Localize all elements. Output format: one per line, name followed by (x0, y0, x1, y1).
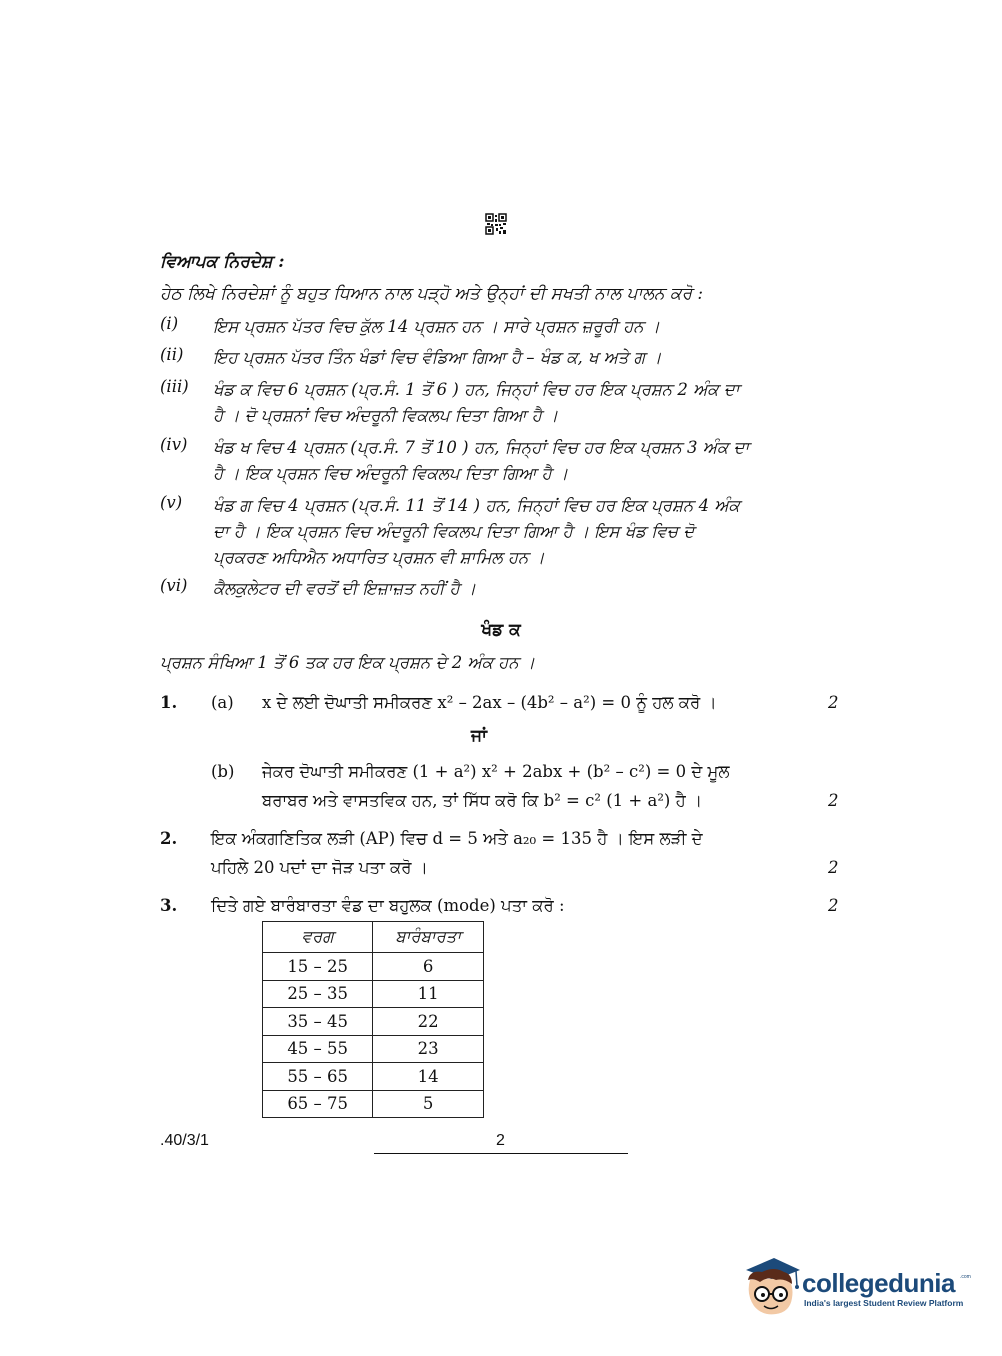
instruction-number: (iv) (160, 435, 188, 454)
table-row (263, 1008, 484, 1036)
frequency-cell: 23 (373, 1035, 484, 1063)
instruction-item (160, 493, 820, 571)
question-marks: 2 (828, 791, 839, 810)
class-interval-cell: 25 – 35 (263, 980, 373, 1008)
instruction-number: (iii) (160, 377, 189, 396)
question-text: ਜੇਕਰ ਦੋਘਾਤੀ ਸਮੀਕਰਣ (1 + a²) x² + 2abx + (b² – c²) = 0 ਦੇ ਮੂਲ (262, 762, 730, 781)
question-number: 1. (160, 693, 178, 712)
column-header-class: ਵਰਗ (263, 922, 373, 953)
instruction-text: ਖੰਡ ਕ ਵਿਚ 6 ਪ੍ਰਸ਼ਨ (ਪ੍ਰ.ਸੰ. 1 ਤੋਂ 6 ) ਹਨ, ਜਿਨ੍ਹਾਂ ਵਿਚ ਹਰ ਇਕ ਪ੍ਰਸ਼ਨ 2 ਅੰਕ ਦਾ (213, 380, 740, 399)
class-interval-cell: 45 – 55 (263, 1035, 373, 1063)
or-separator: ਜਾਂ (471, 726, 487, 746)
paper-code: .40/3/1 (160, 1132, 209, 1149)
instructions-heading: ਵਿਆਪਕ ਨਿਰਦੇਸ਼ : (160, 252, 285, 272)
instruction-text: ਪ੍ਰਕਰਣ ਅਧਿਐਨ ਅਧਾਰਿਤ ਪ੍ਰਸ਼ਨ ਵੀ ਸ਼ਾਮਿਲ ਹਨ । (213, 548, 545, 567)
brand-tagline: India's largest Student Review Platform (804, 1298, 964, 1308)
qr-code-icon (485, 213, 507, 235)
question-marks: 2 (828, 896, 839, 915)
class-interval-cell: 65 – 75 (263, 1090, 373, 1118)
frequency-table (262, 921, 484, 1118)
collegedunia-logo (740, 1256, 970, 1326)
instruction-item (160, 345, 820, 371)
instruction-text: ਇਹ ਪ੍ਰਸ਼ਨ ਪੱਤਰ ਤਿੰਨ ਖੰਡਾਂ ਵਿਚ ਵੰਡਿਆ ਗਿਆ ਹੈ – ਖੰਡ ਕ, ਖ ਅਤੇ ਗ । (213, 348, 662, 367)
column-header-frequency: ਬਾਰੰਬਾਰਤਾ (373, 922, 484, 953)
instruction-text: ਦਾ ਹੈ । ਇਕ ਪ੍ਰਸ਼ਨ ਵਿਚ ਅੰਦਰੂਨੀ ਵਿਕਲਪ ਦਿਤਾ ਗਿਆ ਹੈ । ਇਸ ਖੰਡ ਵਿਚ ਦੋ (213, 522, 695, 541)
instruction-text: ਹੈ । ਇਕ ਪ੍ਰਸ਼ਨ ਵਿਚ ਅੰਦਰੂਨੀ ਵਿਕਲਪ ਦਿਤਾ ਗਿਆ ਹੈ । (213, 464, 569, 483)
question-number: 2. (160, 829, 178, 848)
table-row (263, 980, 484, 1008)
class-interval-cell: 55 – 65 (263, 1063, 373, 1091)
question-text: x ਦੇ ਲਈ ਦੋਘਾਤੀ ਸਮੀਕਰਣ x² – 2ax – (4b² – a²) = 0 ਨੂੰ ਹਲ ਕਰੋ । (262, 693, 717, 712)
instruction-text: ਕੈਲਕੁਲੇਟਰ ਦੀ ਵਰਤੋਂ ਦੀ ਇਜ਼ਾਜ਼ਤ ਨਹੀਂ ਹੈ । (213, 579, 477, 598)
frequency-cell: 22 (373, 1008, 484, 1036)
frequency-cell: 14 (373, 1063, 484, 1091)
question-marks: 2 (828, 693, 839, 712)
instruction-item (160, 377, 820, 429)
table-row (263, 953, 484, 981)
instruction-number: (vi) (160, 576, 188, 595)
instruction-number: (v) (160, 493, 183, 512)
question-marks: 2 (828, 858, 839, 877)
frequency-cell: 11 (373, 980, 484, 1008)
footer-rule (374, 1153, 628, 1154)
brand-name: collegedunia (802, 1268, 955, 1298)
table-row (263, 1090, 484, 1118)
table-row (263, 1035, 484, 1063)
instruction-item (160, 576, 820, 602)
question-text: ਦਿਤੇ ਗਏ ਬਾਰੰਬਾਰਤਾ ਵੰਡ ਦਾ ਬਹੁਲਕ (mode) ਪਤਾ ਕਰੋ : (211, 896, 565, 915)
table-header-row (263, 922, 484, 953)
instruction-text: ਖੰਡ ਖ ਵਿਚ 4 ਪ੍ਰਸ਼ਨ (ਪ੍ਰ.ਸੰ. 7 ਤੋਂ 10 ) ਹਨ, ਜਿਨ੍ਹਾਂ ਵਿਚ ਹਰ ਇਕ ਪ੍ਰਸ਼ਨ 3 ਅੰਕ ਦਾ (213, 438, 750, 457)
frequency-cell: 6 (373, 953, 484, 981)
frequency-cell: 5 (373, 1090, 484, 1118)
question-text: ਬਰਾਬਰ ਅਤੇ ਵਾਸਤਵਿਕ ਹਨ, ਤਾਂ ਸਿੱਧ ਕਰੋ ਕਿ b² = c² (1 + a²) ਹੈ । (262, 791, 703, 810)
mascot-icon (740, 1256, 804, 1322)
question-part-label: (a) (211, 693, 234, 712)
instruction-item (160, 314, 820, 340)
instructions-lead: ਹੇਠ ਲਿਖੇ ਨਿਰਦੇਸ਼ਾਂ ਨੂੰ ਬਹੁਤ ਧਿਆਨ ਨਾਲ ਪੜ੍ਹੋ ਅਤੇ ਉਨ੍ਹਾਂ ਦੀ ਸਖਤੀ ਨਾਲ ਪਾਲਨ ਕਰੋ : (160, 284, 704, 304)
section-title: ਖੰਡ ਕ (481, 620, 521, 640)
instruction-text: ਖੰਡ ਗ ਵਿਚ 4 ਪ੍ਰਸ਼ਨ (ਪ੍ਰ.ਸੰ. 11 ਤੋਂ 14 ) ਹਨ, ਜਿਨ੍ਹਾਂ ਵਿਚ ਹਰ ਇਕ ਪ੍ਰਸ਼ਨ 4 ਅੰਕ (213, 496, 740, 515)
question-part-label: (b) (211, 762, 235, 781)
question-text: ਇਕ ਅੰਕਗਣਿਤਿਕ ਲੜੀ (AP) ਵਿਚ d = 5 ਅਤੇ a₂₀ = 135 ਹੈ । ਇਸ ਲੜੀ ਦੇ (211, 829, 703, 848)
question-text: ਪਹਿਲੇ 20 ਪਦਾਂ ਦਾ ਜੋੜ ਪਤਾ ਕਰੋ । (211, 858, 428, 877)
class-interval-cell: 35 – 45 (263, 1008, 373, 1036)
question-number: 3. (160, 896, 178, 915)
brand-domain: .com (960, 1274, 971, 1280)
instruction-number: (i) (160, 314, 179, 333)
instruction-text: ਇਸ ਪ੍ਰਸ਼ਨ ਪੱਤਰ ਵਿਚ ਕੁੱਲ 14 ਪ੍ਰਸ਼ਨ ਹਨ । ਸਾਰੇ ਪ੍ਰਸ਼ਨ ਜ਼ਰੂਰੀ ਹਨ । (213, 317, 660, 336)
table-row (263, 1063, 484, 1091)
page-number: 2 (496, 1132, 505, 1149)
instruction-text: ਹੈ । ਦੋ ਪ੍ਰਸ਼ਨਾਂ ਵਿਚ ਅੰਦਰੂਨੀ ਵਿਕਲਪ ਦਿਤਾ ਗਿਆ ਹੈ । (213, 406, 559, 425)
section-note: ਪ੍ਰਸ਼ਨ ਸੰਖਿਆ 1 ਤੋਂ 6 ਤਕ ਹਰ ਇਕ ਪ੍ਰਸ਼ਨ ਦੇ 2 ਅੰਕ ਹਨ । (160, 653, 535, 672)
instruction-number: (ii) (160, 345, 184, 364)
class-interval-cell: 15 – 25 (263, 953, 373, 981)
instruction-item (160, 435, 820, 487)
